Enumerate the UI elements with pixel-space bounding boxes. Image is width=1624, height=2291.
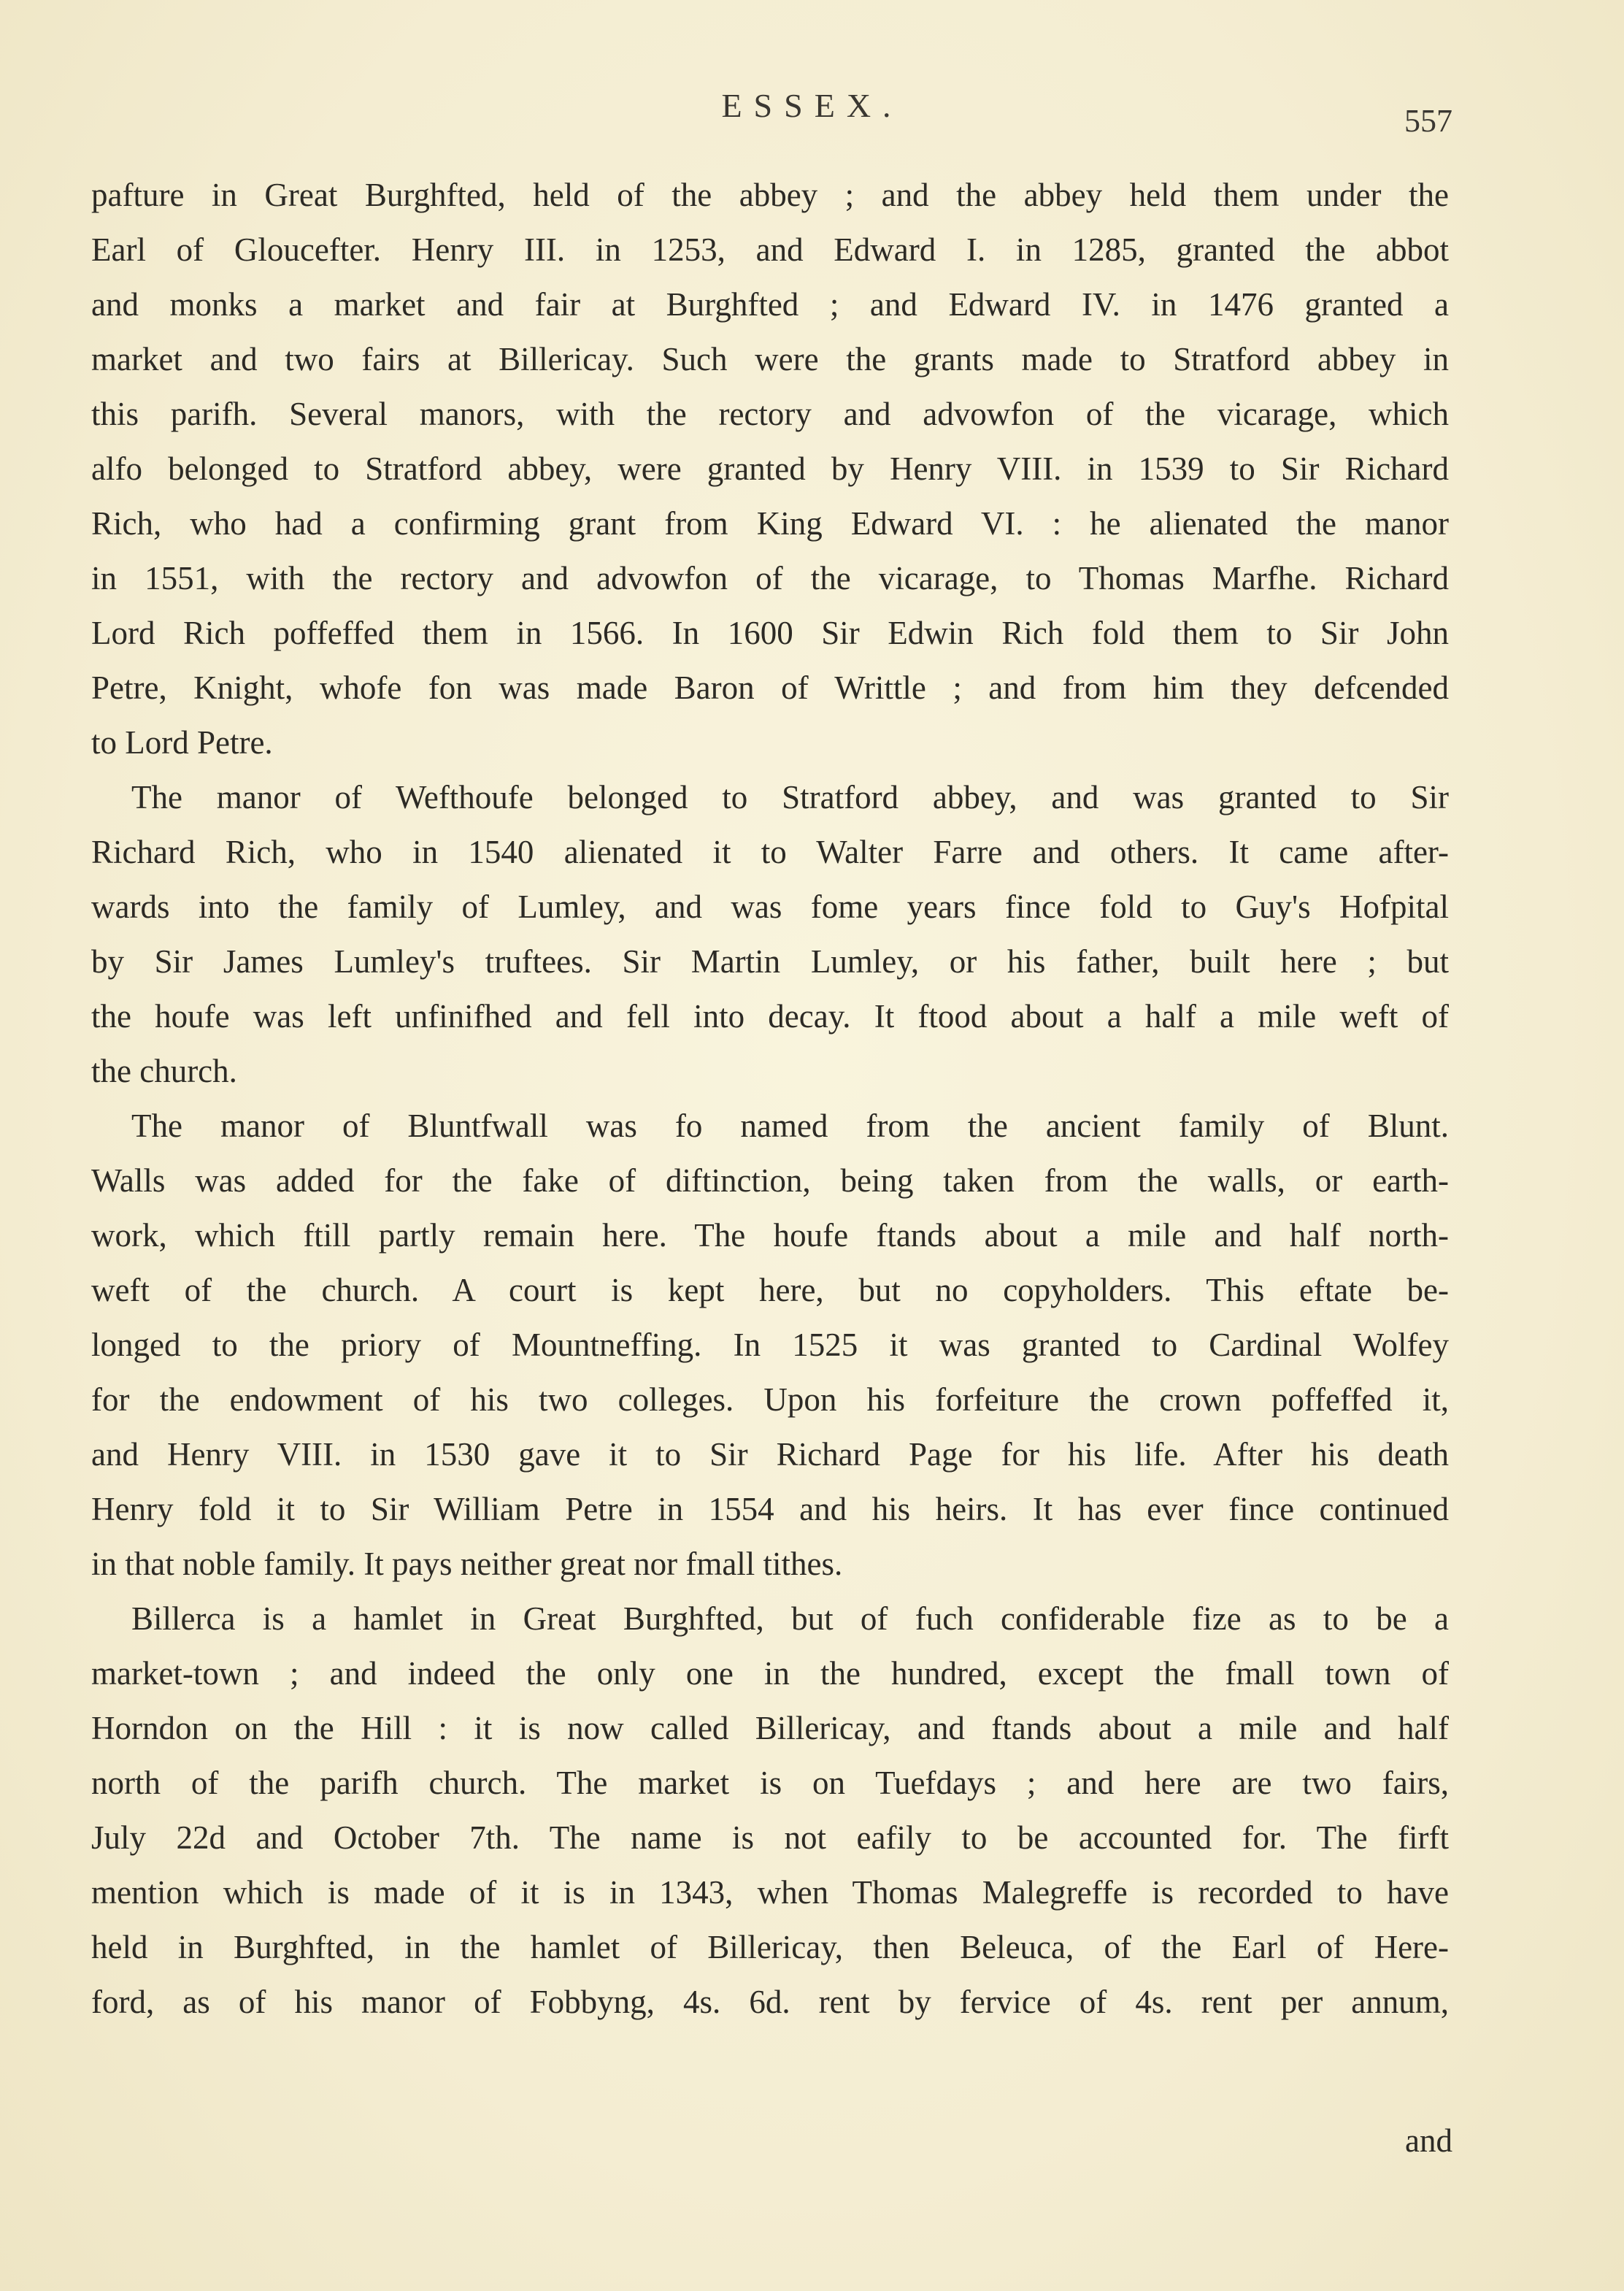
- text-line: for the endowment of his two colleges. Upon his forfeiture the crown poffeffed it,: [91, 1381, 1449, 1418]
- text-line: Richard Rich, who in 1540 alienated it to Walter Farre and others. It came after-: [91, 834, 1449, 870]
- text-line: this parifh. Several manors, with the rectory and advowfon of the vicarage, which: [91, 396, 1449, 432]
- text-line: and monks a market and fair at Burghfted ; and Edward IV. in 1476 granted a: [91, 286, 1449, 323]
- paragraph-1: [91, 168, 1449, 770]
- text-line: the houfe was left unfinifhed and fell into decay. It ftood about a half a mile weft of: [91, 998, 1449, 1035]
- page-number: 557: [1404, 103, 1452, 139]
- text-line: alfo belonged to Stratford abbey, were granted by Henry VIII. in 1539 to Sir Richard: [91, 450, 1449, 487]
- text-line: Henry fold it to Sir William Petre in 1554 and his heirs. It has ever fince continued: [91, 1491, 1449, 1527]
- paragraph-4: [91, 1592, 1449, 2030]
- text-line: Horndon on the Hill : it is now called Billericay, and ftands about a mile and half: [91, 1710, 1449, 1746]
- text-line: weft of the church. A court is kept here, but no copyholders. This eftate be-: [91, 1272, 1449, 1308]
- text-line: north of the parifh church. The market is on Tuefdays ; and here are two fairs,: [91, 1765, 1449, 1801]
- text-line: Petre, Knight, whofe fon was made Baron of Writtle ; and from him they defcended: [91, 669, 1449, 706]
- text-line: the church.: [91, 1053, 237, 1089]
- text-line: to Lord Petre.: [91, 724, 273, 761]
- body-text: [91, 168, 1449, 2030]
- paragraph-2: [91, 770, 1449, 1099]
- text-line: in that noble family. It pays neither great nor fmall tithes.: [91, 1546, 843, 1582]
- catchword: and: [1405, 2122, 1452, 2159]
- text-line: Billerca is a hamlet in Great Burghfted, but of fuch confiderable fize as to be a: [131, 1600, 1449, 1637]
- text-line: longed to the priory of Mountneffing. In 1525 it was granted to Cardinal Wolfey: [91, 1327, 1449, 1363]
- text-line: The manor of Wefthoufe belonged to Stratford abbey, and was granted to Sir: [131, 779, 1449, 816]
- text-line: work, which ftill partly remain here. The houfe ftands about a mile and half north-: [91, 1217, 1449, 1254]
- text-line: and Henry VIII. in 1530 gave it to Sir Richard Page for his life. After his death: [91, 1436, 1449, 1473]
- text-line: Lord Rich poffeffed them in 1566. In 1600 Sir Edwin Rich fold them to Sir John: [91, 615, 1449, 651]
- text-line: wards into the family of Lumley, and was fome years fince fold to Guy's Hofpital: [91, 889, 1449, 925]
- text-line: by Sir James Lumley's truftees. Sir Martin Lumley, or his father, built here ; but: [91, 943, 1449, 980]
- text-line: ford, as of his manor of Fobbyng, 4s. 6d. rent by fervice of 4s. rent per annum,: [91, 1984, 1449, 2020]
- text-line: market-town ; and indeed the only one in the hundred, except the fmall town of: [91, 1655, 1449, 1692]
- text-line: Walls was added for the fake of diftinction, being taken from the walls, or earth-: [91, 1162, 1449, 1199]
- text-line: The manor of Bluntfwall was fo named from the ancient family of Blunt.: [131, 1108, 1449, 1144]
- text-line: mention which is made of it is in 1343, when Thomas Malegreffe is recorded to have: [91, 1874, 1449, 1911]
- running-title: ESSEX.: [721, 87, 903, 124]
- text-line: pafture in Great Burghfted, held of the abbey ; and the abbey held them under the: [91, 177, 1449, 213]
- text-line: Rich, who had a confirming grant from King Edward VI. : he alienated the manor: [91, 505, 1449, 542]
- paragraph-3: [91, 1099, 1449, 1592]
- text-line: held in Burghfted, in the hamlet of Billericay, then Beleuca, of the Earl of Here-: [91, 1929, 1449, 1965]
- text-line: in 1551, with the rectory and advowfon of the vicarage, to Thomas Marfhe. Richard: [91, 560, 1449, 596]
- text-line: market and two fairs at Billericay. Such were the grants made to Stratford abbey in: [91, 341, 1449, 377]
- text-line: Earl of Gloucefter. Henry III. in 1253, and Edward I. in 1285, granted the abbot: [91, 231, 1449, 268]
- text-line: July 22d and October 7th. The name is not eafily to be accounted for. The firft: [91, 1819, 1449, 1856]
